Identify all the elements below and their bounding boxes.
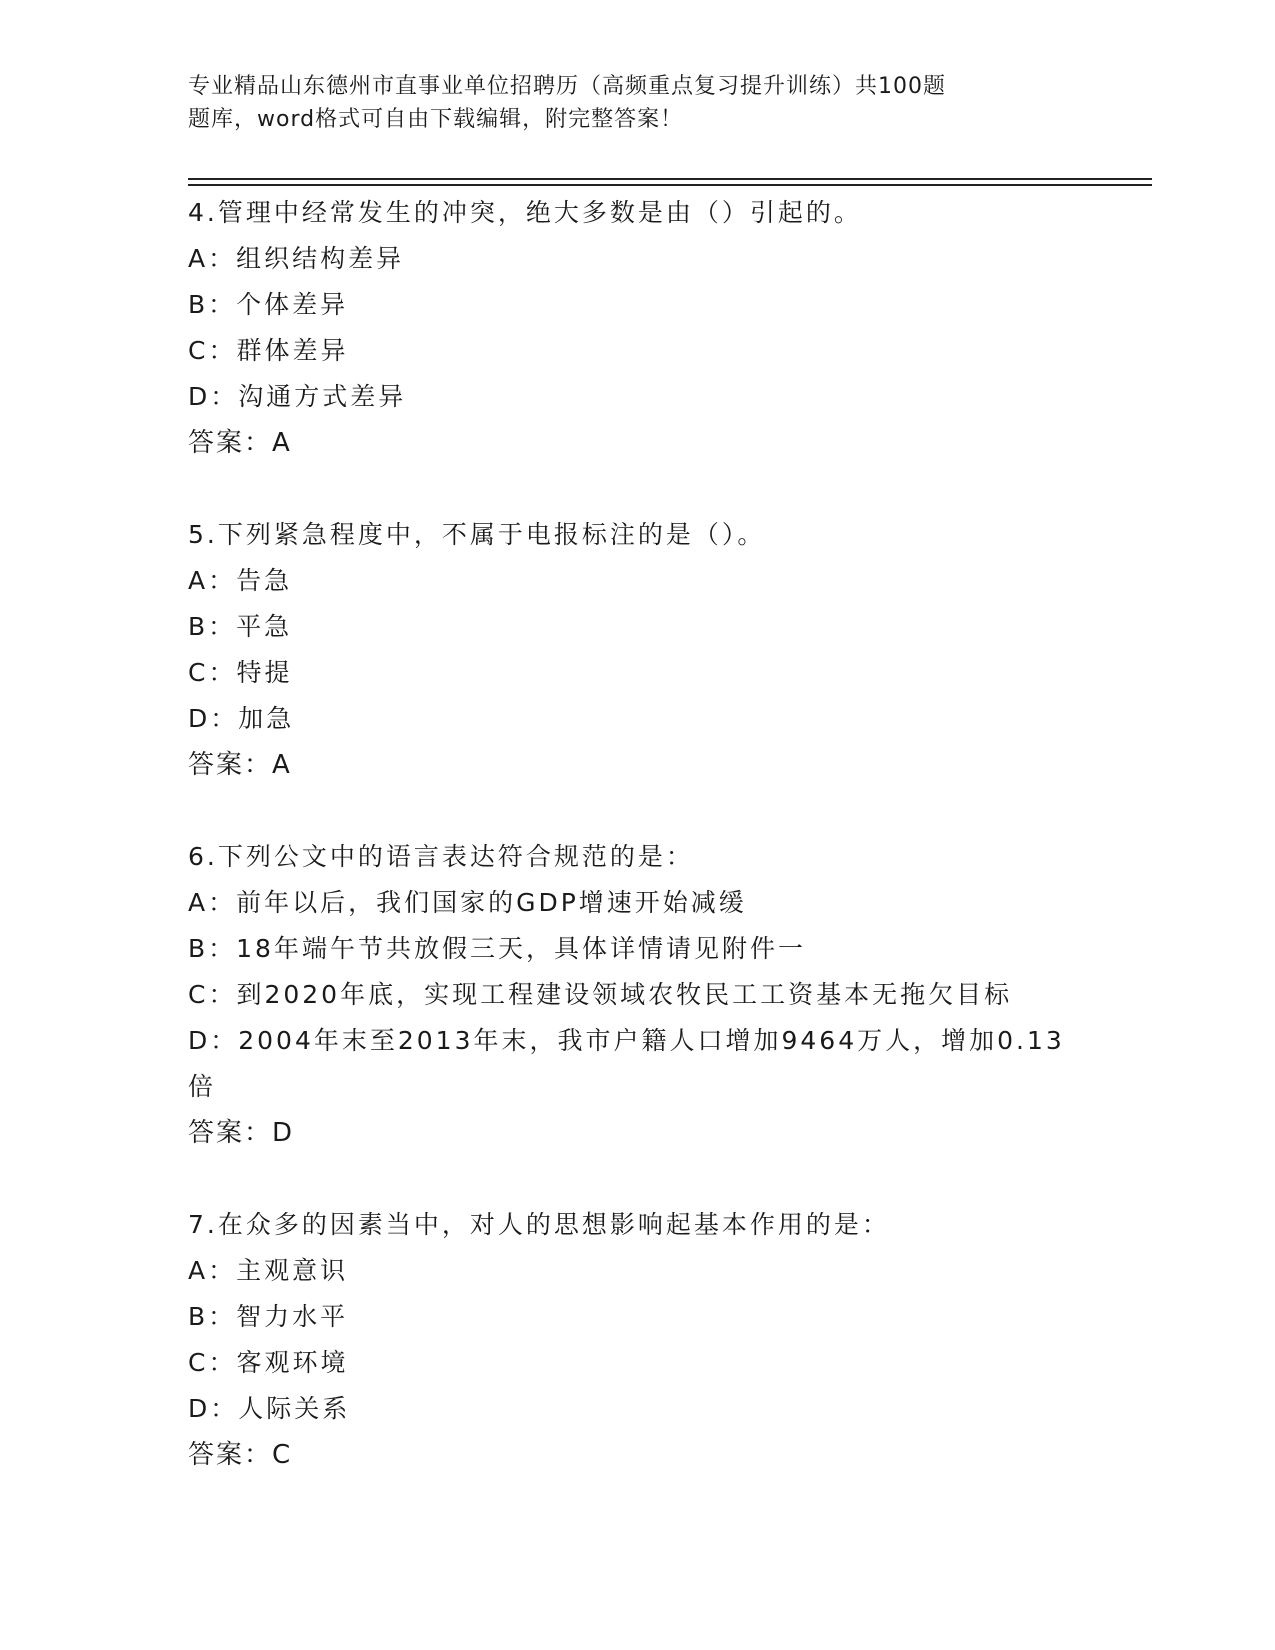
- option-c: C：客观环境: [188, 1348, 349, 1377]
- option-d: D：人际关系: [188, 1394, 351, 1423]
- question-item: [188, 834, 1088, 1156]
- question-item: [188, 1202, 1088, 1478]
- header-line-2: 题库，word格式可自由下载编辑，附完整答案！: [188, 107, 684, 132]
- option-d: D：2004年末至2013年末，我市户籍人口增加9464万人，增加0.13倍: [188, 1026, 1065, 1101]
- question-stem: 4.管理中经常发生的冲突，绝大多数是由（）引起的。: [188, 198, 862, 227]
- option-b: B：平急: [188, 612, 293, 641]
- answer-line: 答案：A: [188, 428, 292, 458]
- option-d: D：沟通方式差异: [188, 382, 407, 411]
- document-header: [188, 70, 1068, 136]
- option-b: B：个体差异: [188, 290, 349, 319]
- header-divider-top: [188, 178, 1152, 180]
- header-divider-bottom: [188, 184, 1152, 186]
- answer-line: 答案：A: [188, 750, 292, 780]
- option-c: C：到2020年底，实现工程建设领域农牧民工工资基本无拖欠目标: [188, 980, 1013, 1009]
- answer-line: 答案：C: [188, 1440, 293, 1470]
- question-stem: 7.在众多的因素当中，对人的思想影响起基本作用的是：: [188, 1210, 890, 1239]
- question-stem: 5.下列紧急程度中，不属于电报标注的是（）。: [188, 520, 766, 549]
- option-a: A：告急: [188, 566, 293, 595]
- option-c: C：特提: [188, 658, 293, 687]
- option-a: A：组织结构差异: [188, 244, 405, 273]
- option-d: D：加急: [188, 704, 295, 733]
- question-item: [188, 512, 1088, 788]
- answer-line: 答案：D: [188, 1118, 295, 1148]
- question-list: [188, 190, 1088, 1524]
- question-item: [188, 190, 1088, 466]
- option-c: C：群体差异: [188, 336, 349, 365]
- header-line-1: 专业精品山东德州市直事业单位招聘历（高频重点复习提升训练）共100题: [188, 74, 946, 99]
- option-b: B：18年端午节共放假三天，具体详情请见附件一: [188, 934, 806, 963]
- option-a: A：主观意识: [188, 1256, 349, 1285]
- option-b: B：智力水平: [188, 1302, 349, 1331]
- question-stem: 6.下列公文中的语言表达符合规范的是：: [188, 842, 694, 871]
- option-a: A：前年以后，我们国家的GDP增速开始减缓: [188, 888, 747, 917]
